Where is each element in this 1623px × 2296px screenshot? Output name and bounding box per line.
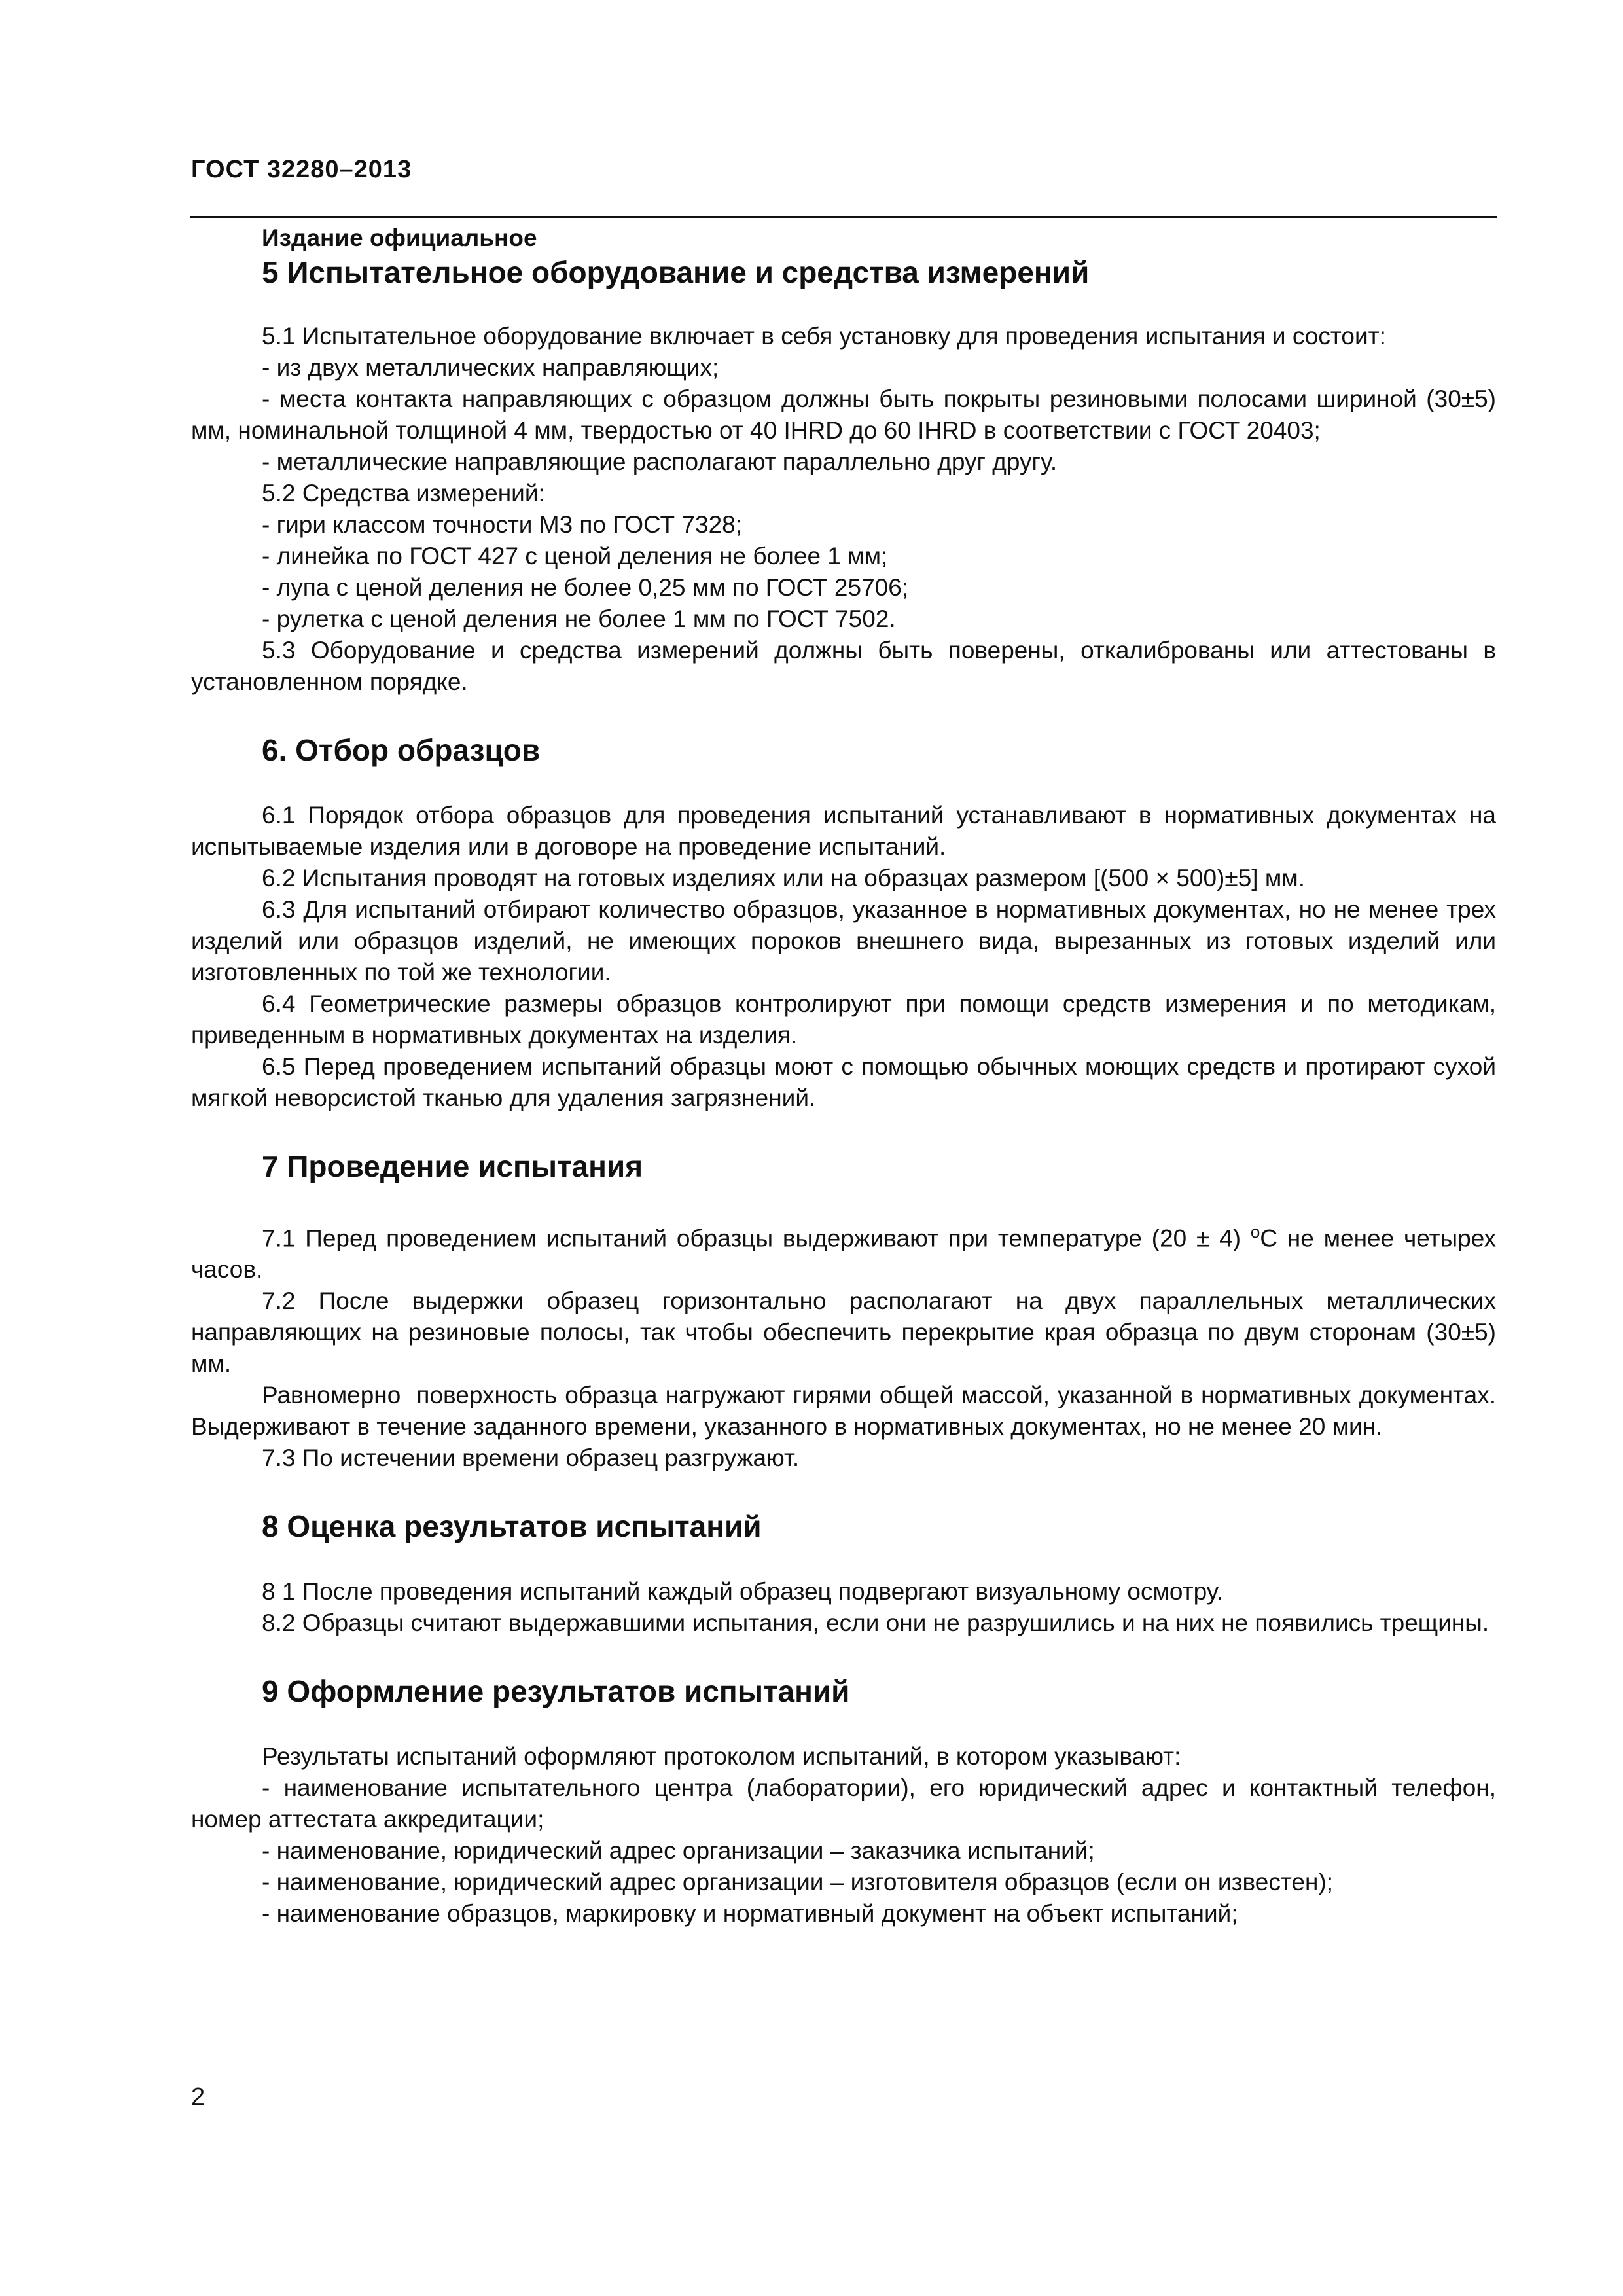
list-item: - наименование, юридический адрес организации – изготовителя образцов (если он известен); [262, 1869, 1333, 1896]
section-5-title: 5 Испытательное оборудование и средства измерений [262, 255, 1090, 289]
degree-mark: о [1250, 1222, 1260, 1242]
paragraph: Равномерно поверхность образца нагружают гирями общей массой, указанной в нормативных документах. Выдерживают в течение заданного времени, указанного в нормативных документах, но не менее 20 мин. [191, 1382, 1503, 1441]
document-body [191, 223, 1503, 1929]
paragraph-7-1-start: 7.1 Перед проведением испытаний образцы выдерживают при температуре (20 ± 4) [262, 1225, 1251, 1252]
section-7-title: 7 Проведение испытания [262, 1149, 643, 1183]
document-code: ГОСТ 32280–2013 [191, 156, 412, 183]
section-9-title: 9 Оформление результатов испытаний [262, 1674, 850, 1709]
paragraph: Результаты испытаний оформляют протоколом испытаний, в котором указывают: [262, 1743, 1181, 1770]
paragraph: 6.4 Геометрические размеры образцов контролируют при помощи средств измерения и по методикам, приведенным в нормативных документах на изделия. [191, 990, 1496, 1049]
edition-label: Издание официальное [262, 224, 537, 251]
paragraph-7-1 [191, 1216, 1496, 1285]
list-item: - лупа с ценой деления не более 0,25 мм по ГОСТ 25706; [262, 574, 909, 601]
list-item: - наименование, юридический адрес организации – заказчика испытаний; [262, 1837, 1095, 1865]
list-item: - линейка по ГОСТ 427 с ценой деления не более 1 мм; [262, 543, 888, 569]
list-item: - металлические направляющие располагают параллельно друг другу. [262, 448, 1058, 475]
paragraph-7-1-end: С не менее четырех часов. [191, 1225, 1496, 1283]
list-item: - наименование образцов, маркировку и нормативный документ на объект испытаний; [262, 1900, 1238, 1928]
list-item: - из двух металлических направляющих; [262, 354, 719, 381]
paragraph: 5.2 Средства измерений: [262, 480, 545, 507]
paragraph: 6.3 Для испытаний отбирают количество образцов, указанное в нормативных документах, но не менее трех изделий или образцов изделий, не имеющих пороков внешнего вида, вырезанных из готовых изделий или изготовленных по той же технологии. [191, 896, 1496, 986]
list-item: - гири классом точности М3 по ГОСТ 7328; [262, 511, 743, 538]
paragraph: 7.3 По истечении времени образец разгружают. [262, 1444, 800, 1472]
paragraph: 7.2 После выдержки образец горизонтально располагают на двух параллельных металлических направляющих на резиновые полосы, так чтобы обеспечить перекрытие края образца по двум сторонам (30±5) мм. [191, 1287, 1496, 1378]
section-6-title: 6. Отбор образцов [262, 733, 541, 767]
paragraph: 6.1 Порядок отбора образцов для проведения испытаний устанавливают в нормативных документах на испытываемые изделия или в договоре на проведение испытаний. [191, 802, 1496, 860]
list-item: - наименование испытательного центра (лаборатории), его юридический адрес и контактный телефон, номер аттестата аккредитации; [191, 1774, 1496, 1833]
paragraph: 5.1 Испытательное оборудование включает в себя установку для проведения испытания и состоит: [262, 323, 1386, 350]
page-number: 2 [191, 2083, 205, 2111]
paragraph: 6.2 Испытания проводят на готовых изделиях или на образцах размером [(500 × 500)±5] мм. [262, 865, 1305, 891]
list-item: - рулетка с ценой деления не более 1 мм по ГОСТ 7502. [262, 605, 896, 632]
header-divider [190, 216, 1497, 218]
paragraph: 8.2 Образцы считают выдержавшими испытания, если они не разрушились и на них не появились трещины. [262, 1609, 1489, 1637]
paragraph: 8 1 После проведения испытаний каждый образец подвергают визуальному осмотру. [262, 1578, 1223, 1605]
paragraph: 6.5 Перед проведением испытаний образцы моют с помощью обычных моющих средств и протирают сухой мягкой неворсистой тканью для удаления загрязнений. [191, 1053, 1496, 1111]
section-8-title: 8 Оценка результатов испытаний [262, 1509, 762, 1544]
list-item: - места контакта направляющих с образцом должны быть покрыты резиновыми полосами шириной (30±5) мм, номинальной толщиной 4 мм, твердостью от 40 IHRD до 60 IHRD в соответствии с ГОСТ 20403; [191, 386, 1496, 444]
paragraph: 5.3 Оборудование и средства измерений должны быть поверены, откалиброваны или аттестованы в установленном порядке. [191, 637, 1496, 695]
